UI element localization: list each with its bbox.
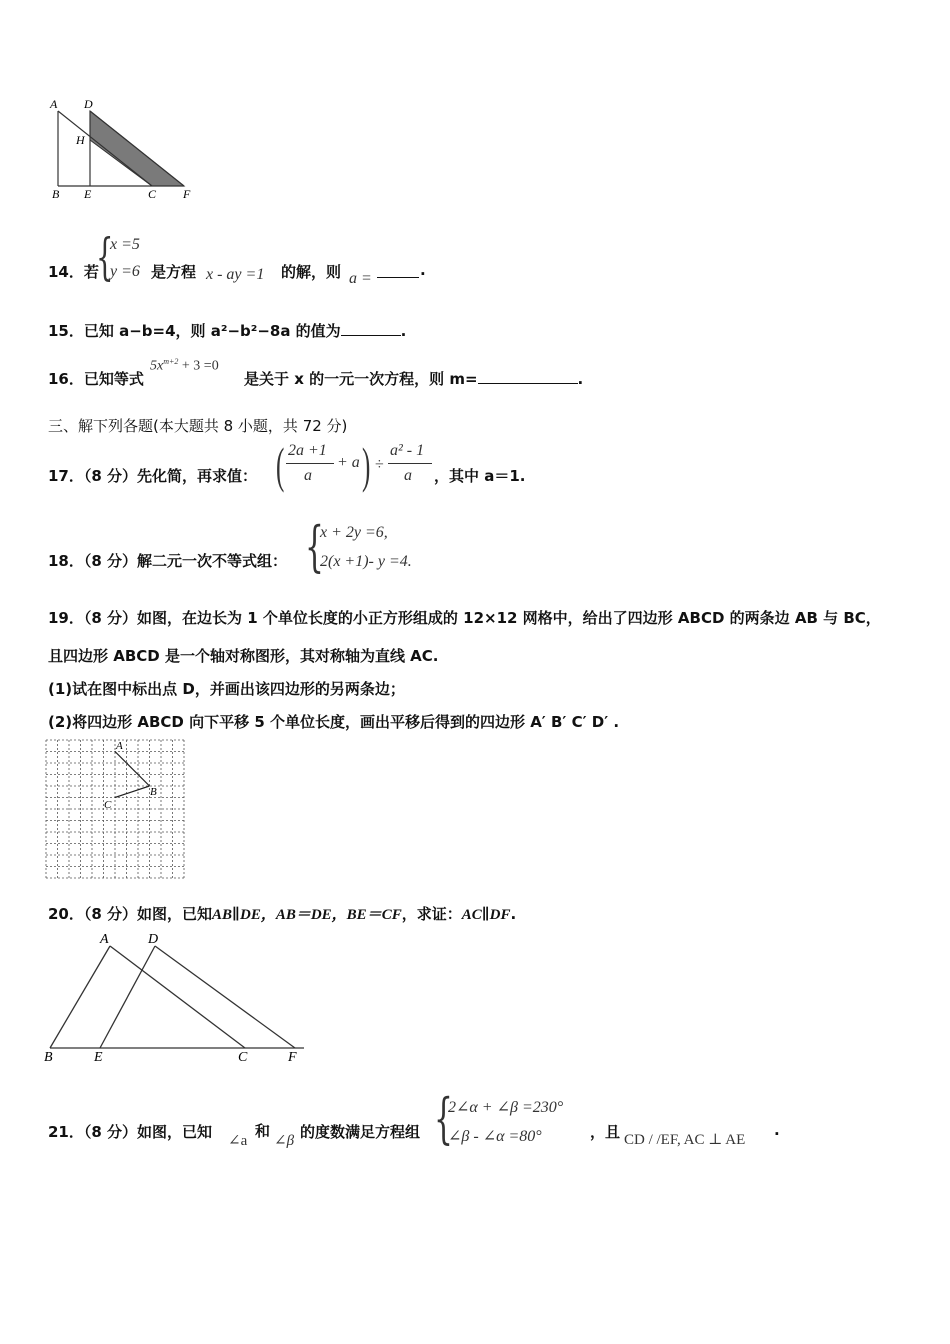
label-D: D (84, 97, 93, 111)
grid-label-C: C (104, 799, 112, 811)
q15-answer-blank[interactable] (341, 323, 401, 336)
fig20-label-E: E (94, 1050, 103, 1065)
q20-triangles-figure (40, 928, 310, 1068)
question-17-post: ，其中 a＝1. (434, 467, 526, 485)
q17-left-paren: ( (276, 437, 285, 493)
q16-equation: $5x^{m+2} + 3 =0$ (150, 357, 219, 374)
grid-label-B: B (150, 786, 157, 798)
q21-angle-b: ∠β (274, 1133, 295, 1149)
label-B: B (52, 187, 60, 201)
q14-answer-var: a = (349, 270, 372, 287)
section-3-title: 三、解下列各题(本大题共 8 小题，共 72 分) (48, 417, 348, 435)
q17-frac1-bar (286, 463, 334, 464)
question-14: 14．若 (48, 263, 99, 281)
q17-frac2-denominator: a (404, 467, 412, 484)
grid-label-A: A (116, 740, 123, 752)
q14-answer-blank[interactable] (377, 263, 419, 278)
q16-answer-blank[interactable] (478, 371, 578, 384)
question-19-sub1: (1)试在图中标出点 D，并画出该四边形的另两条边； (48, 680, 405, 698)
q17-divide: ÷ (375, 456, 384, 473)
question-21-pre: 21．（8 分）如图，已知 (48, 1123, 213, 1141)
q14-system-line1: x =5 (110, 236, 140, 253)
fig20-label-C: C (238, 1050, 248, 1065)
label-H: H (76, 133, 85, 147)
q21-condition: CD / /EF, AC ⊥ AE (624, 1132, 746, 1148)
question-18-pre: 18．（8 分）解二元一次不等式组： (48, 552, 288, 570)
q17-frac2-numerator: a² - 1 (390, 442, 425, 459)
q17-frac1-denominator: a (304, 467, 312, 484)
q21-period: . (774, 1121, 780, 1139)
q14-mid-text: 是方程 (151, 263, 197, 281)
question-16-pre: 16．已知等式 (48, 370, 144, 388)
question-16-post: 是关于 x 的一元一次方程，则 m= . (244, 370, 584, 388)
question-19-line1: 19．（8 分）如图，在边长为 1 个单位长度的小正方形组成的 12×12 网格中，给出了四边形 ABCD 的两条边 AB 与 BC， (48, 609, 881, 627)
q17-plus-a: + a (337, 454, 360, 471)
q21-system-brace: { (434, 1087, 453, 1150)
label-A: A (50, 97, 58, 111)
fig20-label-A: A (100, 932, 109, 947)
figure-top-triangles (40, 94, 210, 204)
q21-line2: ∠β - ∠α =80° (448, 1128, 542, 1145)
q17-right-paren: ) (362, 437, 371, 493)
q14-post-text: 的解，则 (281, 263, 342, 281)
q14-equation: x - ay =1 (206, 266, 265, 283)
q14-system-brace: { (96, 228, 114, 286)
q14-period: . (420, 261, 426, 279)
label-E: E (84, 187, 92, 201)
q18-line1: x + 2y =6, (320, 524, 388, 541)
q21-mid-text: 的度数满足方程组 (300, 1123, 421, 1141)
question-17-pre: 17．（8 分）先化简，再求值： (48, 467, 258, 485)
q17-frac2-bar (388, 463, 432, 464)
question-15: 15．已知 a−b=4，则 a²−b²−8a 的值为 . (48, 322, 407, 340)
question-19-line2: 且四边形 ABCD 是一个轴对称图形，其对称轴为直线 AC. (48, 647, 439, 665)
q21-and: 和 (255, 1122, 271, 1140)
fig20-label-D: D (148, 932, 159, 947)
q18-line2: 2(x +1)- y =4. (320, 553, 412, 570)
question-19-sub2: (2)将四边形 ABCD 向下平移 5 个单位长度，画出平移后得到的四边形 A′ B′ C′ D′ . (48, 713, 620, 731)
q17-frac1-numerator: 2a +1 (288, 442, 327, 459)
q14-system-line2: y =6 (110, 263, 140, 280)
q21-angle-a: ∠a (228, 1133, 248, 1149)
q21-line1: 2∠α + ∠β =230° (448, 1099, 564, 1116)
fig20-label-B: B (44, 1050, 53, 1065)
question-20: 20．（8 分）如图，已知AB∥DE，AB＝DE，BE＝CF，求证：AC∥DF. (48, 905, 517, 923)
label-C: C (148, 187, 157, 201)
label-F: F (183, 187, 191, 201)
fig20-label-F: F (288, 1050, 297, 1065)
q19-grid-figure (44, 738, 188, 882)
q18-system-brace: { (305, 515, 324, 578)
q21-post-text: ，且 (590, 1123, 621, 1141)
